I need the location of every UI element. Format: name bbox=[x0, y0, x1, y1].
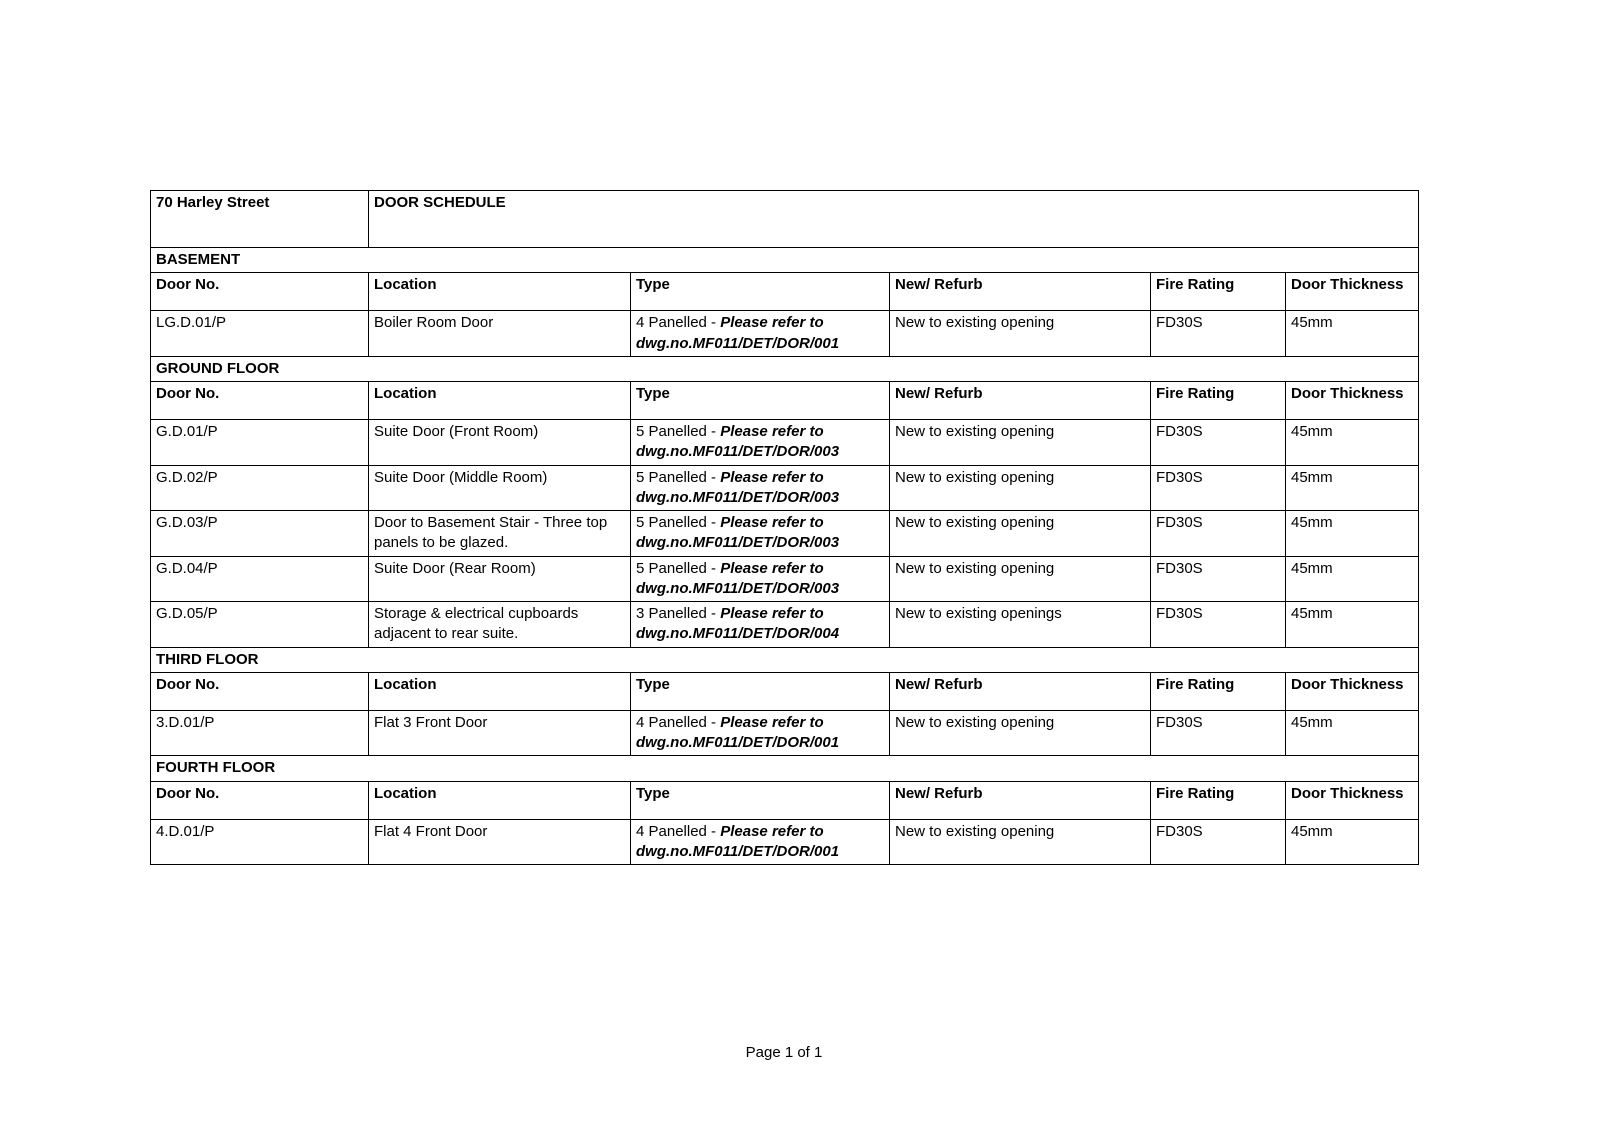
table-row bbox=[151, 511, 1419, 557]
cell-fire-rating: FD30S bbox=[1151, 511, 1286, 557]
col-header-fire-rating: Fire Rating bbox=[1151, 382, 1286, 420]
cell-new-refurb: New to existing opening bbox=[890, 556, 1151, 602]
type-prefix: 5 Panelled - bbox=[636, 559, 721, 577]
table-row bbox=[151, 420, 1419, 466]
cell-type bbox=[631, 556, 890, 602]
col-header-type: Type bbox=[631, 273, 890, 311]
type-drawing-reference: Please refer to dwg.no.MF011/DET/DOR/003 bbox=[636, 423, 840, 461]
table-row bbox=[151, 602, 1419, 648]
type-prefix: 4 Panelled - bbox=[636, 314, 721, 332]
table-row bbox=[151, 556, 1419, 602]
column-header-row bbox=[151, 273, 1419, 311]
cell-fire-rating: FD30S bbox=[1151, 602, 1286, 648]
cell-type bbox=[631, 602, 890, 648]
type-drawing-reference: Please refer to dwg.no.MF011/DET/DOR/001 bbox=[636, 314, 840, 352]
cell-door-no: 4.D.01/P bbox=[151, 819, 369, 865]
col-header-new-refurb: New/ Refurb bbox=[890, 273, 1151, 311]
document-title: DOOR SCHEDULE bbox=[369, 191, 1419, 248]
section-title: BASEMENT bbox=[151, 248, 1419, 273]
column-header-row bbox=[151, 781, 1419, 819]
cell-new-refurb: New to existing opening bbox=[890, 465, 1151, 511]
col-header-type: Type bbox=[631, 672, 890, 710]
title-row bbox=[151, 191, 1419, 248]
page-footer: Page 1 of 1 bbox=[745, 1044, 823, 1061]
cell-door-thickness: 45mm bbox=[1286, 710, 1419, 756]
col-header-location: Location bbox=[369, 672, 631, 710]
cell-door-thickness: 45mm bbox=[1286, 819, 1419, 865]
cell-door-no: LG.D.01/P bbox=[151, 311, 369, 357]
cell-location: Suite Door (Rear Room) bbox=[369, 556, 631, 602]
col-header-door-thickness: Door Thickness bbox=[1286, 672, 1419, 710]
cell-location: Suite Door (Middle Room) bbox=[369, 465, 631, 511]
type-drawing-reference: Please refer to dwg.no.MF011/DET/DOR/001 bbox=[636, 822, 840, 860]
cell-new-refurb: New to existing opening bbox=[890, 311, 1151, 357]
col-header-door-no: Door No. bbox=[151, 382, 369, 420]
table-row bbox=[151, 710, 1419, 756]
col-header-location: Location bbox=[369, 781, 631, 819]
cell-fire-rating: FD30S bbox=[1151, 311, 1286, 357]
table-row bbox=[151, 311, 1419, 357]
col-header-door-thickness: Door Thickness bbox=[1286, 273, 1419, 311]
col-header-type: Type bbox=[631, 781, 890, 819]
document-address: 70 Harley Street bbox=[151, 191, 369, 248]
cell-fire-rating: FD30S bbox=[1151, 556, 1286, 602]
cell-type bbox=[631, 465, 890, 511]
table-row bbox=[151, 819, 1419, 865]
type-drawing-reference: Please refer to dwg.no.MF011/DET/DOR/003 bbox=[636, 468, 840, 506]
type-prefix: 3 Panelled - bbox=[636, 605, 721, 622]
table-row bbox=[151, 465, 1419, 511]
section-title: THIRD FLOOR bbox=[151, 647, 1419, 672]
col-header-fire-rating: Fire Rating bbox=[1151, 273, 1286, 311]
col-header-door-thickness: Door Thickness bbox=[1286, 382, 1419, 420]
cell-new-refurb: New to existing opening bbox=[890, 511, 1151, 557]
type-prefix: 4 Panelled - bbox=[636, 713, 721, 731]
cell-door-no: G.D.05/P bbox=[151, 602, 369, 648]
col-header-door-thickness: Door Thickness bbox=[1286, 781, 1419, 819]
type-drawing-reference: Please refer to dwg.no.MF011/DET/DOR/001 bbox=[636, 713, 840, 751]
cell-door-no: G.D.03/P bbox=[151, 511, 369, 557]
type-prefix: 5 Panelled - bbox=[636, 423, 721, 440]
cell-door-thickness: 45mm bbox=[1286, 465, 1419, 511]
type-drawing-reference: Please refer to dwg.no.MF011/DET/DOR/003 bbox=[636, 559, 840, 597]
cell-new-refurb: New to existing openings bbox=[890, 602, 1151, 648]
col-header-type: Type bbox=[631, 382, 890, 420]
col-header-new-refurb: New/ Refurb bbox=[890, 382, 1151, 420]
cell-type bbox=[631, 311, 890, 357]
section-title: GROUND FLOOR bbox=[151, 356, 1419, 381]
section-header-fourth-floor bbox=[151, 756, 1419, 781]
col-header-new-refurb: New/ Refurb bbox=[890, 781, 1151, 819]
cell-door-thickness: 45mm bbox=[1286, 556, 1419, 602]
column-header-row bbox=[151, 382, 1419, 420]
section-title: FOURTH FLOOR bbox=[151, 756, 1419, 781]
cell-new-refurb: New to existing opening bbox=[890, 420, 1151, 466]
type-drawing-reference: Please refer to dwg.no.MF011/DET/DOR/003 bbox=[636, 514, 840, 552]
cell-location: Flat 3 Front Door bbox=[369, 710, 631, 756]
section-header-ground-floor bbox=[151, 356, 1419, 381]
cell-location: Boiler Room Door bbox=[369, 311, 631, 357]
col-header-door-no: Door No. bbox=[151, 672, 369, 710]
cell-door-thickness: 45mm bbox=[1286, 420, 1419, 466]
cell-type bbox=[631, 710, 890, 756]
section-header-third-floor bbox=[151, 647, 1419, 672]
col-header-location: Location bbox=[369, 273, 631, 311]
cell-new-refurb: New to existing opening bbox=[890, 710, 1151, 756]
col-header-fire-rating: Fire Rating bbox=[1151, 781, 1286, 819]
cell-type bbox=[631, 511, 890, 557]
col-header-door-no: Door No. bbox=[151, 781, 369, 819]
type-drawing-reference: Please refer to dwg.no.MF011/DET/DOR/004 bbox=[636, 605, 840, 643]
cell-new-refurb: New to existing opening bbox=[890, 819, 1151, 865]
cell-door-thickness: 45mm bbox=[1286, 511, 1419, 557]
cell-door-thickness: 45mm bbox=[1286, 602, 1419, 648]
cell-location: Door to Basement Stair - Three top panels to be glazed. bbox=[369, 511, 631, 557]
cell-fire-rating: FD30S bbox=[1151, 819, 1286, 865]
section-header-basement bbox=[151, 248, 1419, 273]
cell-door-no: 3.D.01/P bbox=[151, 710, 369, 756]
cell-type bbox=[631, 819, 890, 865]
cell-fire-rating: FD30S bbox=[1151, 710, 1286, 756]
cell-door-no: G.D.04/P bbox=[151, 556, 369, 602]
type-prefix: 5 Panelled - bbox=[636, 514, 721, 531]
cell-fire-rating: FD30S bbox=[1151, 465, 1286, 511]
type-prefix: 5 Panelled - bbox=[636, 468, 721, 486]
cell-type bbox=[631, 420, 890, 466]
col-header-fire-rating: Fire Rating bbox=[1151, 672, 1286, 710]
cell-door-no: G.D.02/P bbox=[151, 465, 369, 511]
cell-location: Flat 4 Front Door bbox=[369, 819, 631, 865]
col-header-new-refurb: New/ Refurb bbox=[890, 672, 1151, 710]
cell-door-thickness: 45mm bbox=[1286, 311, 1419, 357]
cell-door-no: G.D.01/P bbox=[151, 420, 369, 466]
col-header-location: Location bbox=[369, 382, 631, 420]
cell-location: Suite Door (Front Room) bbox=[369, 420, 631, 466]
col-header-door-no: Door No. bbox=[151, 273, 369, 311]
cell-fire-rating: FD30S bbox=[1151, 420, 1286, 466]
door-schedule-table bbox=[150, 190, 1419, 865]
cell-location: Storage & electrical cupboards adjacent to rear suite. bbox=[369, 602, 631, 648]
column-header-row bbox=[151, 672, 1419, 710]
type-prefix: 4 Panelled - bbox=[636, 822, 721, 840]
